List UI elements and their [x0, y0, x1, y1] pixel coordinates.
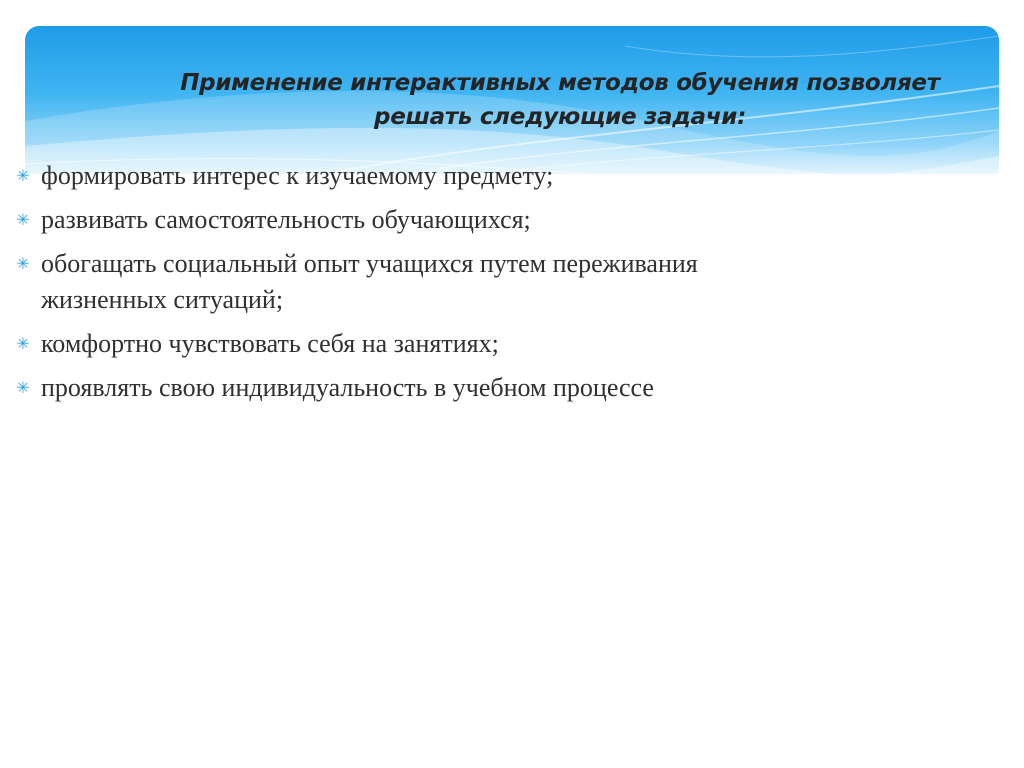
asterisk-bullet-icon: ✳	[16, 166, 30, 185]
list-item	[14, 370, 734, 406]
asterisk-bullet-icon: ✳	[16, 334, 30, 353]
bullet-text: обогащать социальный опыт учащихся путем переживания жизненных ситуаций;	[41, 249, 698, 314]
bullet-text: развивать самостоятельность обучающихся;	[41, 205, 531, 234]
slide-title: Применение интерактивных методов обучения позволяет решать следующие задачи:	[180, 70, 940, 130]
list-item	[14, 246, 734, 318]
list-item	[14, 158, 734, 194]
bullet-list	[14, 158, 734, 414]
bullet-text: формировать интерес к изучаемому предмету;	[41, 161, 554, 190]
asterisk-bullet-icon: ✳	[16, 210, 30, 229]
bullet-text: проявлять свою индивидуальность в учебном процессе	[41, 373, 654, 402]
bullet-text: комфортно чувствовать себя на занятиях;	[41, 329, 499, 358]
list-item	[14, 202, 734, 238]
list-item	[14, 326, 734, 362]
asterisk-bullet-icon: ✳	[16, 254, 30, 273]
asterisk-bullet-icon: ✳	[16, 378, 30, 397]
